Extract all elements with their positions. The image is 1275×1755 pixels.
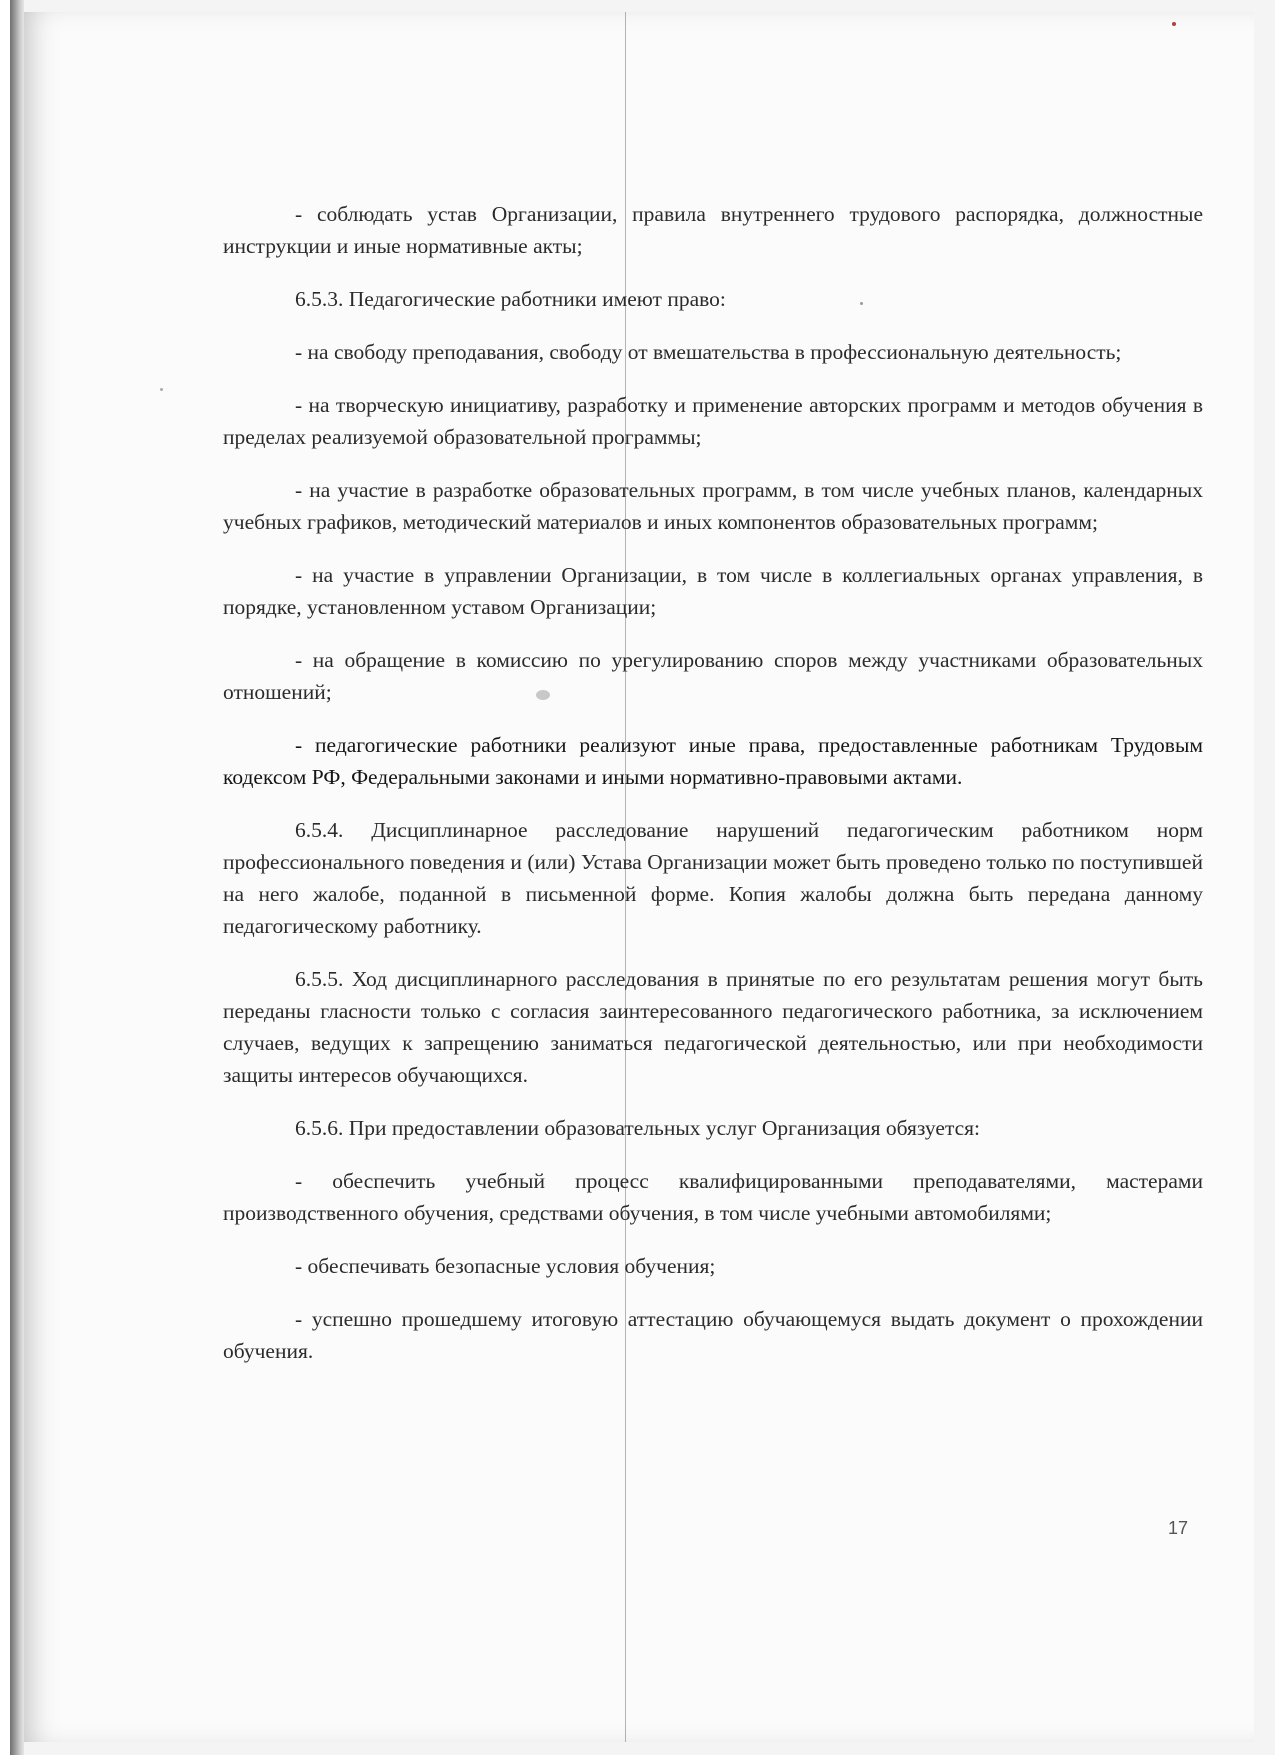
paragraph: 6.5.4. Дисциплинарное расследование нарушений педагогическим работником норм профессионального поведения и (или) Устава Организации может быть проведено только по поступившей на него жалобе, поданной в письменной форме. Копия жалобы должна быть передана данному педагогическому работнику.: [223, 818, 1203, 938]
scan-speck: [160, 388, 163, 391]
scan-margin: [0, 0, 10, 1755]
scan-speck: [1172, 22, 1176, 26]
paragraph: 6.5.3. Педагогические работники имеют право:: [295, 287, 726, 311]
paragraph: - успешно прошедшему итоговую аттестацию обучающемуся выдать документ о прохождении обучения.: [223, 1307, 1203, 1363]
paragraph: - на участие в управлении Организации, в том числе в коллегиальных органах управления, в порядке, установленном уставом Организации;: [223, 563, 1203, 619]
paragraph: - на свободу преподавания, свободу от вмешательства в профессиональную деятельность;: [295, 340, 1122, 364]
document-body: [223, 198, 1203, 1388]
paragraph: 6.5.5. Ход дисциплинарного расследования в принятые по его результатам решения могут быть переданы гласности только с согласия заинтересованного педагогического работника, за исключением случаев, ведущих к запрещению заниматься педагогической деятельностью, или при необходимости защиты интересов обучающихся.: [223, 967, 1203, 1087]
page-number: 17: [1168, 1518, 1189, 1538]
scan-shadow-edge: [10, 0, 24, 1755]
paragraph: - на обращение в комиссию по урегулированию споров между участниками образовательных отношений;: [223, 648, 1203, 704]
paragraph: - соблюдать устав Организации, правила внутреннего трудового распорядка, должностные инструкции и иные нормативные акты;: [223, 202, 1203, 258]
paragraph: - педагогические работники реализуют иные права, предоставленные работникам Трудовым кодексом РФ, Федеральными законами и иными нормативно-правовыми актами.: [223, 733, 1203, 789]
paragraph: - обеспечивать безопасные условия обучения;: [295, 1254, 716, 1278]
paragraph: - обеспечить учебный процесс квалифицированными преподавателями, мастерами производственного обучения, средствами обучения, в том числе учебными автомобилями;: [223, 1169, 1203, 1225]
paragraph: - на участие в разработке образовательных программ, в том числе учебных планов, календарных учебных графиков, методический материалов и иных компонентов образовательных программ;: [223, 478, 1203, 534]
paragraph: - на творческую инициативу, разработку и применение авторских программ и методов обучения в пределах реализуемой образовательной программы;: [223, 393, 1203, 449]
paragraph: 6.5.6. При предоставлении образовательных услуг Организация обязуется:: [295, 1116, 981, 1140]
